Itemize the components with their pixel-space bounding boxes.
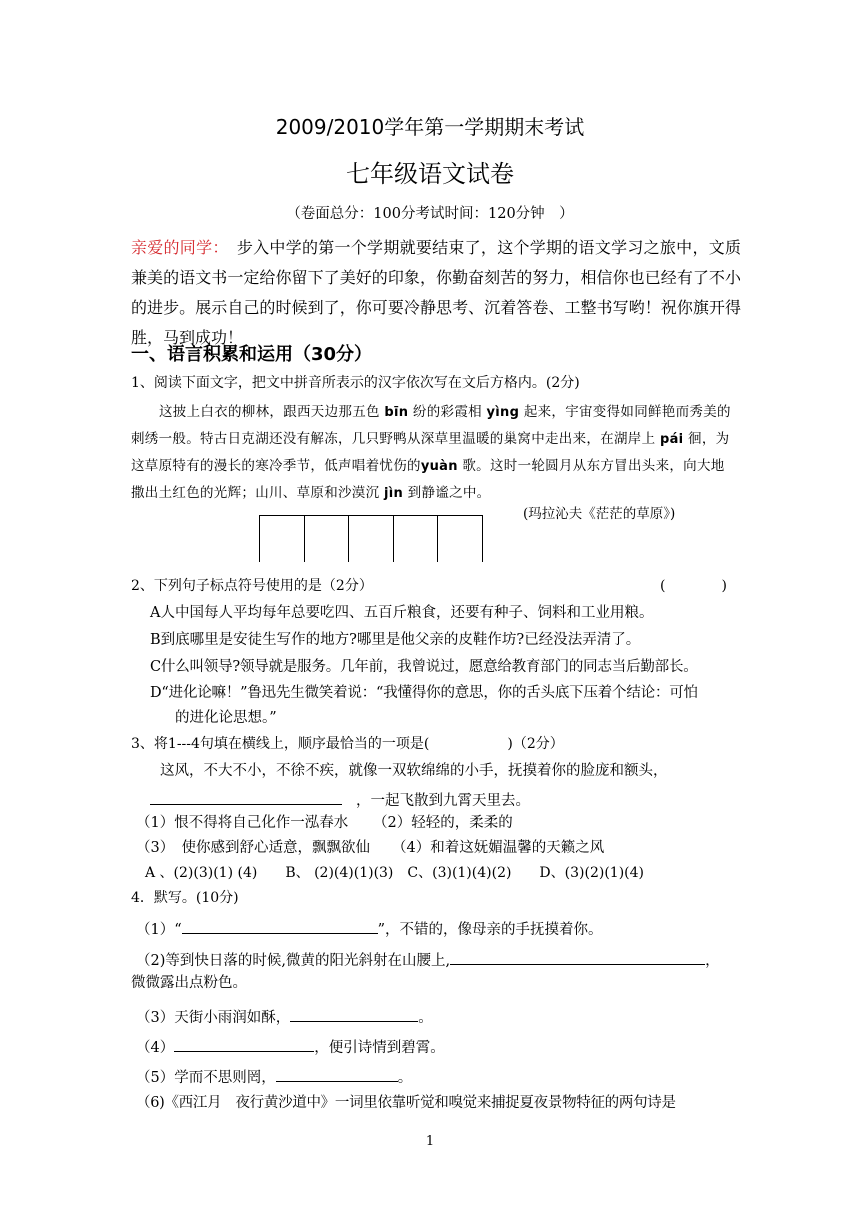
q4-item-text: （3）天街小雨润如酥， bbox=[136, 1010, 291, 1026]
page-number: 1 bbox=[425, 1134, 435, 1149]
pinyin: pái bbox=[660, 432, 684, 447]
q4-item-text: （5）学而不思则罔， bbox=[136, 1070, 276, 1086]
passage-text: 徊，为这草原特有的漫长的寒冷季节，低声唱着忧伤的 bbox=[131, 431, 730, 474]
blank[interactable] bbox=[276, 1066, 398, 1082]
q3-option-2: （2）轻轻的，柔柔的 bbox=[373, 815, 513, 831]
intro-paragraph bbox=[131, 233, 741, 353]
blank[interactable] bbox=[450, 949, 705, 965]
answer-cell[interactable] bbox=[259, 516, 304, 562]
q4-item-3 bbox=[136, 1006, 433, 1027]
answer-cell[interactable] bbox=[348, 516, 393, 562]
q4-item-6: （6)《西江月 夜行黄沙道中》一词里依靠听觉和嗅觉来捕捉夏夜景物特征的两句诗是 bbox=[136, 1095, 676, 1111]
passage-text: 纷的彩霞相 bbox=[412, 404, 482, 420]
q2-option-d: D“进化论嘛！”鲁迅先生微笑着说：“我懂得你的意思，你的舌头底下压着个结论：可怕 bbox=[150, 685, 698, 701]
answer-cell[interactable] bbox=[393, 516, 438, 562]
q4-item-text: 。 bbox=[418, 1010, 433, 1026]
blank[interactable] bbox=[182, 918, 378, 934]
q3-prompt-score: )（2分） bbox=[507, 736, 564, 752]
blank[interactable] bbox=[290, 1006, 418, 1022]
exam-title: 2009/2010学年第一学期期末考试 bbox=[275, 115, 585, 139]
q4-item-2-cont: 微微露出点粉色。 bbox=[131, 975, 247, 991]
q2-option-d-cont: 的进化论思想。” bbox=[175, 710, 277, 726]
q2-option-b: B到底哪里是安徒生写作的地方?哪里是他父亲的皮鞋作坊?已经没法弄清了。 bbox=[150, 632, 641, 648]
paper-title: 七年级语文试卷 bbox=[346, 160, 514, 188]
q4-item-1 bbox=[136, 918, 603, 939]
q3-line-end: ，一起飞散到九霄天里去。 bbox=[356, 793, 530, 809]
q1-prompt: 1、阅读下面文字，把文中拼音所表示的汉字依次写在文后方格内。(2分) bbox=[131, 375, 580, 391]
q3-prompt bbox=[131, 736, 564, 753]
q1-source: (玛拉沁夫《茫茫的草原》) bbox=[523, 506, 676, 522]
passage-text: 起来，宇宙变得如同鲜艳而秀美的刺绣一般。特古日克湖还没有解冻，几只野鸭从深草里温暖的巢窝中走出来，在湖岸上 bbox=[131, 404, 731, 447]
pinyin: yìng bbox=[486, 405, 520, 420]
intro-text: 步入中学的第一个学期就要结束了，这个学期的语文学习之旅中，文质兼美的语文书一定给你留下了美好的印象，你勤奋刻苦的努力，相信你也已经有了不小的进步。展示自己的时候到了，你可要冷静思考、沉着答卷、工整书写哟！祝你旗开得胜，马到成功！ bbox=[131, 238, 741, 347]
pinyin: yuàn bbox=[420, 459, 458, 474]
answer-grid bbox=[259, 515, 483, 562]
q2-prompt: 2、下列句子标点符号使用的是（2分） bbox=[131, 578, 373, 594]
q3-option-4: （4）和着这妩媚温馨的天籁之风 bbox=[392, 840, 605, 856]
q4-item-4 bbox=[136, 1036, 445, 1057]
q4-item-text: 。 bbox=[397, 1070, 413, 1086]
q3-line: 这风，不大不小，不徐不疾，就像一双软绵绵的小手，抚摸着你的脸庞和额头， bbox=[160, 763, 668, 779]
q4-item-text: ，便引诗情到碧霄。 bbox=[314, 1040, 445, 1056]
q3-fill-line bbox=[150, 789, 530, 810]
q4-item-5 bbox=[136, 1066, 412, 1087]
q3-option-1: （1）恨不得将自己化作一泓春水 bbox=[136, 815, 349, 831]
q2-option-c: C什么叫领导?领导就是服务。几年前，我曾说过，愿意给教育部门的同志当后勤部长。 bbox=[150, 659, 698, 675]
blank[interactable] bbox=[174, 1036, 314, 1052]
q2-option-a: A人中国每人平均每年总要吃四、五百斤粮食，还要有种子、饲料和工业用粮。 bbox=[150, 605, 654, 621]
q4-item-text: ”，不错的，像母亲的手抚摸着你。 bbox=[377, 922, 603, 938]
q2-answer-bracket[interactable]: ( ) bbox=[660, 578, 727, 594]
section-heading: 一、语言积累和运用（30分） bbox=[131, 344, 373, 365]
pinyin: bīn bbox=[384, 405, 409, 420]
passage-text: 歌。这时一轮圆月从东方冒出头来，向大地撒出土红色的光辉；山川、草原和沙漠沉 bbox=[131, 458, 725, 501]
answer-cell[interactable] bbox=[437, 516, 483, 562]
q1-passage bbox=[131, 399, 731, 507]
q3-choices: A 、(2)(3)(1) (4) B、 (2)(4)(1)(3) C、(3)(1)(4)(2) D、(3)(2)(1)(4) bbox=[145, 865, 644, 881]
q4-item-text: （2)等到快日落的时候,微黄的阳光斜射在山腰上, bbox=[136, 953, 451, 969]
q4-item-text: （4） bbox=[136, 1040, 175, 1056]
q3-prompt-text: 3、将1---4句填在横线上，顺序最恰当的一项是( bbox=[131, 736, 430, 752]
pinyin: jìn bbox=[384, 486, 404, 501]
q4-prompt: 4．默写。(10分) bbox=[131, 890, 239, 906]
q3-option-3: （3） 使你感到舒心适意，飘飘欲仙 bbox=[136, 840, 370, 856]
q4-item-text: ， bbox=[705, 953, 720, 969]
q4-item-2 bbox=[136, 949, 720, 970]
blank[interactable] bbox=[150, 789, 342, 805]
passage-text: 到静谧之中。 bbox=[407, 485, 491, 501]
passage-text: 这披上白衣的柳林，跟西天边那五色 bbox=[159, 404, 380, 420]
q4-item-text: （1）“ bbox=[136, 922, 182, 938]
exam-info: （卷面总分：100分考试时间：120分钟 ） bbox=[286, 206, 574, 222]
answer-cell[interactable] bbox=[304, 516, 349, 562]
greeting-label: 亲爱的同学： bbox=[131, 238, 221, 257]
